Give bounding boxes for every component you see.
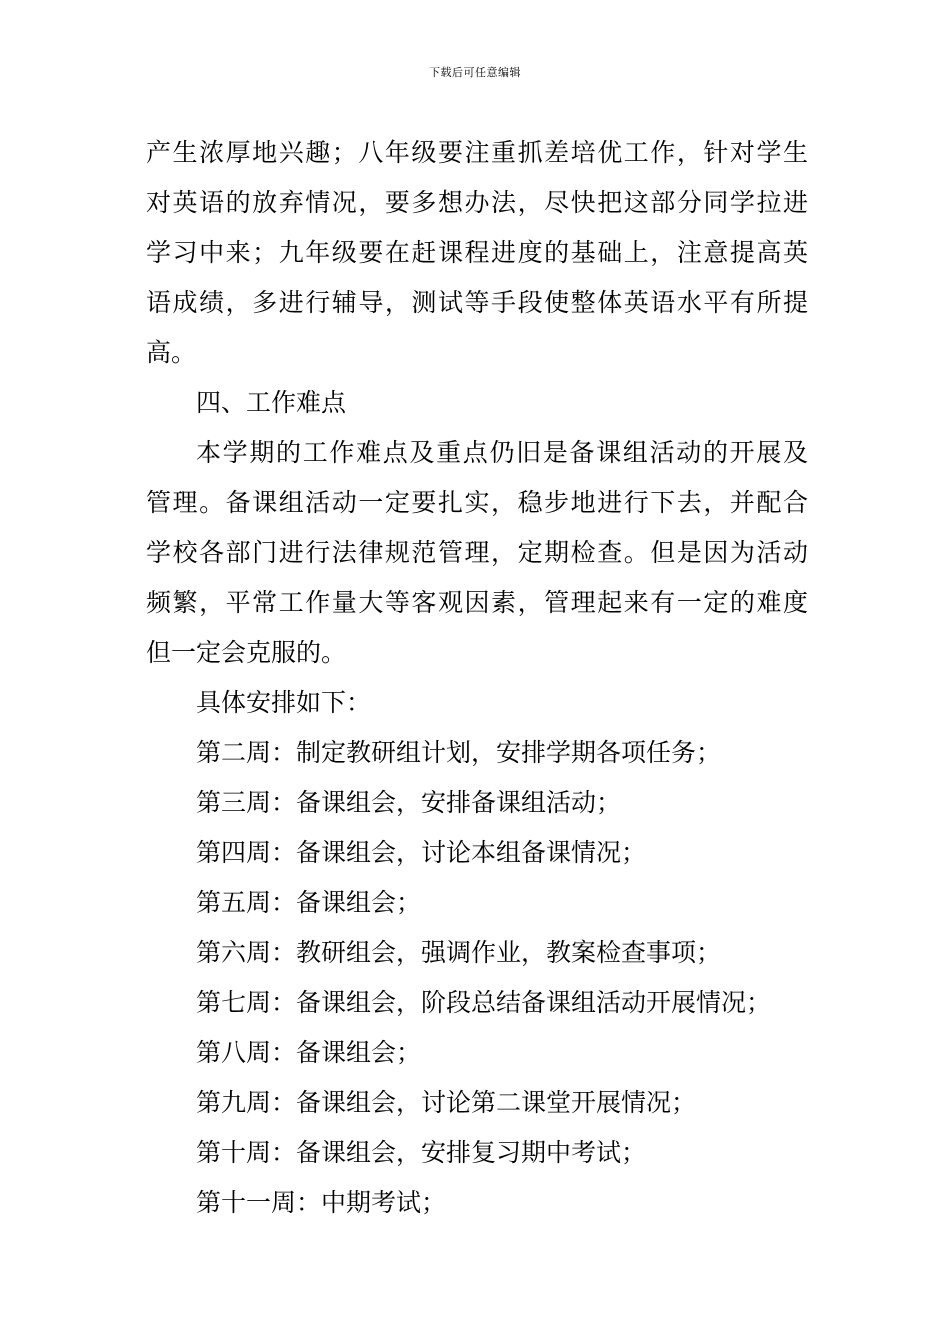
document-body	[146, 128, 808, 1228]
schedule-intro: 具体安排如下：	[196, 688, 372, 717]
schedule-item: 第十周：备课组会，安排复习期中考试；	[196, 1138, 647, 1167]
text-line: 本学期的工作难点及重点仍旧是备课组活动的开展及	[196, 438, 808, 467]
schedule-item: 第五周：备课组会；	[196, 888, 422, 917]
schedule-item: 第十一周：中期考试；	[196, 1188, 447, 1217]
text-line: 管理。备课组活动一定要扎实，稳步地进行下去，并配合	[146, 488, 808, 517]
paragraph-difficulties	[146, 428, 808, 678]
text-line: 高。	[146, 338, 197, 367]
schedule-item: 第八周：备课组会；	[196, 1038, 422, 1067]
schedule-list	[146, 728, 808, 1228]
schedule-item: 第七周：备课组会，阶段总结备课组活动开展情况；	[196, 988, 772, 1017]
schedule-item: 第二周：制定教研组计划，安排学期各项任务；	[196, 738, 722, 767]
text-line: 学习中来；九年级要在赶课程进度的基础上，注意提高英	[146, 238, 808, 267]
paragraph-grade-goals	[146, 128, 808, 378]
schedule-item: 第九周：备课组会，讨论第二课堂开展情况；	[196, 1088, 697, 1117]
page-header-note: 下载后可任意编辑	[429, 66, 521, 79]
schedule-item: 第六周：教研组会，强调作业，教案检查事项；	[196, 938, 722, 967]
text-line: 对英语的放弃情况，要多想办法，尽快把这部分同学拉进	[146, 188, 808, 217]
schedule-item: 第三周：备课组会，安排备课组活动；	[196, 788, 622, 817]
text-line: 频繁，平常工作量大等客观因素，管理起来有一定的难度	[146, 588, 808, 617]
text-line: 学校各部门进行法律规范管理，定期检查。但是因为活动	[146, 538, 808, 567]
text-line: 但一定会克服的。	[146, 638, 347, 667]
text-line: 语成绩，多进行辅导，测试等手段使整体英语水平有所提	[146, 288, 808, 317]
text-line: 产生浓厚地兴趣；八年级要注重抓差培优工作，针对学生	[146, 138, 808, 167]
section-heading-work-difficulties: 四、工作难点	[196, 388, 347, 417]
schedule-item: 第四周：备课组会，讨论本组备课情况；	[196, 838, 647, 867]
